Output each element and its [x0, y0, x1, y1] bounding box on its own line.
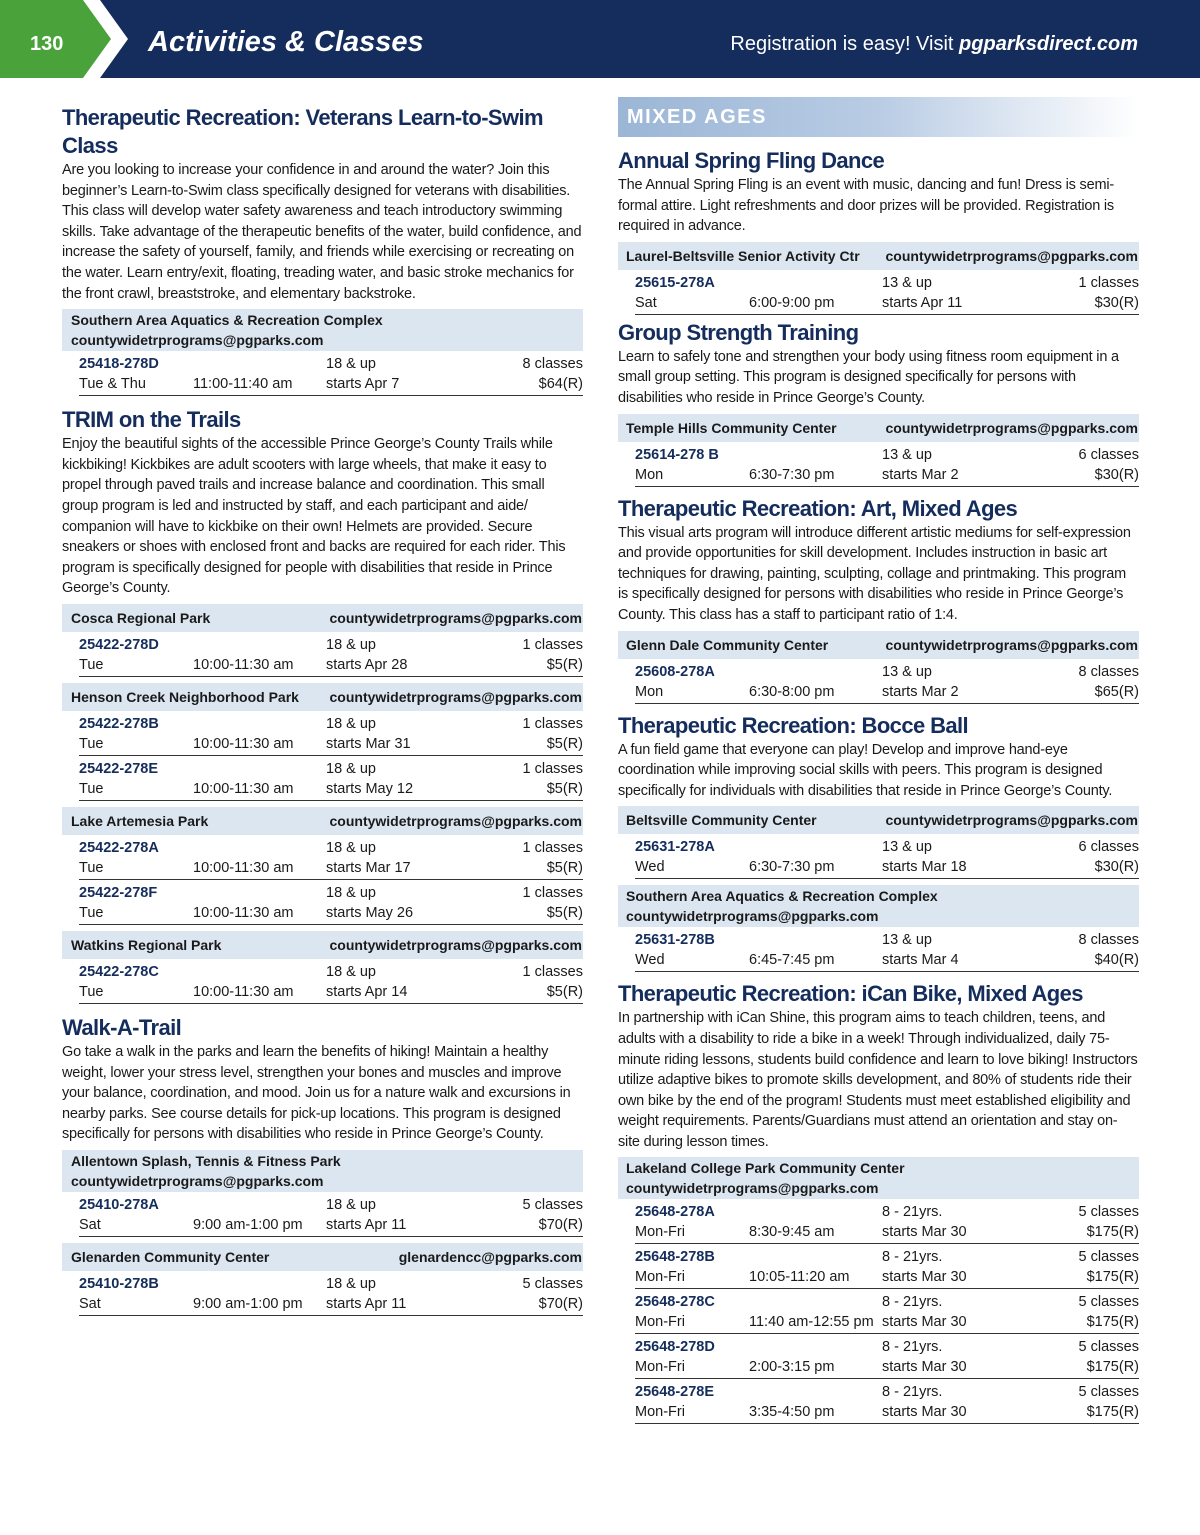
- class-listing[interactable]: 25422-278E 18 & up 1 classes Tue 10:00-11:30 am starts May 12 $5(R): [79, 756, 583, 801]
- program-title: Therapeutic Recreation: Art, Mixed Ages: [618, 495, 1018, 521]
- location-header: [62, 1150, 583, 1192]
- page-number: 130: [30, 33, 64, 55]
- class-listing[interactable]: 25648-278E 8 - 21yrs. 5 classes Mon-Fri 3:35-4:50 pm starts Mar 30 $175(R): [635, 1379, 1139, 1424]
- class-listing[interactable]: 25422-278D 18 & up 1 classes Tue 10:00-11:30 am starts Apr 28 $5(R): [79, 632, 583, 677]
- location-header: Cosca Regional Park countywidetrprograms@pgparks.com: [62, 604, 583, 632]
- class-listing[interactable]: 25608-278A 13 & up 8 classes Mon 6:30-8:00 pm starts Mar 2 $65(R): [635, 659, 1139, 704]
- class-listing[interactable]: 25422-278A 18 & up 1 classes Tue 10:00-11:30 am starts Mar 17 $5(R): [79, 835, 583, 880]
- location-header: Glenn Dale Community Center countywidetrprograms@pgparks.com: [618, 631, 1139, 659]
- section-title: Activities & Classes: [148, 26, 424, 58]
- class-listing[interactable]: 25422-278C 18 & up 1 classes Tue 10:00-11:30 am starts Apr 14 $5(R): [79, 959, 583, 1004]
- program-description: Enjoy the beautiful sights of the accessible Prince George’s County Trails while kickbiking! Kickbikes are adult scooters with large wheels, that make it easy to propel through paved trails and increase balance and coordination. This small group program is led and instructed by staff, and each participant and aide/ companion will have to kickbike on their own! Helmets are provided. Secure sneakers or shoes with enclosed front and backs are required for each rider. This program is specifically designed for people with disabilities that reside in Prince George’s County.: [62, 436, 566, 597]
- program-title: Therapeutic Recreation: iCan Bike, Mixed Ages: [618, 981, 1083, 1007]
- location-name: Southern Area Aquatics & Recreation Complex: [71, 312, 383, 329]
- program-description: Learn to safely tone and strengthen your body using fitness room equipment in a small group setting. This program is designed specifically for persons with disabilities who reside in Prince George’s County.: [618, 348, 1119, 406]
- location-header: Watkins Regional Park countywidetrprograms@pgparks.com: [62, 931, 583, 959]
- class-listing[interactable]: 25422-278F 18 & up 1 classes Tue 10:00-11:30 am starts May 26 $5(R): [79, 880, 583, 925]
- class-listing[interactable]: 25648-278A 8 - 21yrs. 5 classes Mon-Fri 8:30-9:45 am starts Mar 30 $175(R): [635, 1199, 1139, 1244]
- location-header: Lake Artemesia Park countywidetrprograms@pgparks.com: [62, 807, 583, 835]
- registration-note: Registration is easy! Visit pgparksdirect.com: [730, 33, 1138, 55]
- location-header: Laurel-Beltsville Senior Activity Ctr countywidetrprograms@pgparks.com: [618, 242, 1139, 270]
- class-listing[interactable]: 25410-278A 18 & up 5 classes Sat 9:00 am-1:00 pm starts Apr 11 $70(R): [79, 1192, 583, 1237]
- left-column: [62, 100, 583, 1316]
- program-title: Walk-A-Trail: [62, 1014, 182, 1040]
- program-title: Therapeutic Recreation: Bocce Ball: [618, 712, 969, 738]
- program-description: A fun field game that everyone can play! Develop and improve hand-eye coordination while improving social skills with peers. This program is designed specifically for individuals with disabilities that reside in Prince George’s County.: [618, 741, 1113, 799]
- location-email: countywidetrprograms@pgparks.com: [626, 1180, 879, 1197]
- class-listing[interactable]: 25648-278D 8 - 21yrs. 5 classes Mon-Fri 2:00-3:15 pm starts Mar 30 $175(R): [635, 1334, 1139, 1379]
- location-name: Southern Area Aquatics & Recreation Complex: [626, 888, 938, 905]
- website-link[interactable]: pgparksdirect.com: [959, 33, 1138, 55]
- class-listing[interactable]: 25418-278D 18 & up 8 classes Tue & Thu 11:00-11:40 am starts Apr 7 $64(R): [79, 351, 583, 396]
- location-header: Glenarden Community Center glenardencc@pgparks.com: [62, 1243, 583, 1271]
- location-header: [618, 1157, 1139, 1199]
- class-listing[interactable]: 25615-278A 13 & up 1 classes Sat 6:00-9:00 pm starts Apr 11 $30(R): [635, 270, 1139, 315]
- class-listing[interactable]: 25631-278A 13 & up 6 classes Wed 6:30-7:30 pm starts Mar 18 $30(R): [635, 834, 1139, 879]
- location-header: Henson Creek Neighborhood Park countywidetrprograms@pgparks.com: [62, 683, 583, 711]
- location-email: countywidetrprograms@pgparks.com: [71, 1172, 324, 1189]
- location-header: Temple Hills Community Center countywidetrprograms@pgparks.com: [618, 414, 1139, 442]
- location-email: countywidetrprograms@pgparks.com: [626, 908, 879, 925]
- location-header: [62, 309, 583, 351]
- program-title: Group Strength Training: [618, 319, 859, 345]
- program-description: This visual arts program will introduce different artistic mediums for self-expression and provide opportunities for skill development. Includes instruction in basic art techniques for drawing, painting, sculpting, collage and printmaking. This program is specifically designed for persons with disabilities who reside in Prince George’s County. This class has a staff to participant ratio of 1:4.: [618, 524, 1131, 623]
- class-listing[interactable]: 25631-278B 13 & up 8 classes Wed 6:45-7:45 pm starts Mar 4 $40(R): [635, 927, 1139, 972]
- location-email: countywidetrprograms@pgparks.com: [71, 332, 324, 349]
- program-description: Go take a walk in the parks and learn the benefits of hiking! Maintain a healthy weight, lower your stress level, strengthen your bones and muscles and improve your balance, coordination, and mood. Join us for a nature walk and excursions in nearby parks. See course details for pick-up locations. This program is designed specifically for persons with disabilities who reside in Prince George’s County.: [62, 1043, 571, 1143]
- location-header: Beltsville Community Center countywidetrprograms@pgparks.com: [618, 806, 1139, 834]
- location-header: [618, 885, 1139, 927]
- program-title: Therapeutic Recreation: Veterans Learn-to-Swim Class: [62, 105, 543, 158]
- class-listing[interactable]: 25648-278C 8 - 21yrs. 5 classes Mon-Fri 11:40 am-12:55 pm starts Mar 30 $175(R): [635, 1289, 1139, 1334]
- program-description: Are you looking to increase your confidence in and around the water? Join this beginner’s Learn-to-Swim class specifically designed for veterans with disabilities. This class will develop water safety awareness and teach introductory swimming skills. Take advantage of the therapeutic benefits of the water, build confidence, and increase the safety of yourself, family, and friends while exercising or recreating on the water. Learn entry/exit, floating, treading water, and basic stroke mechanics for the front crawl, breaststroke, and elementary backstroke.: [62, 162, 582, 302]
- class-listing[interactable]: 25614-278 B 13 & up 6 classes Mon 6:30-7:30 pm starts Mar 2 $30(R): [635, 442, 1139, 487]
- program-title: Annual Spring Fling Dance: [618, 148, 885, 173]
- location-name: Allentown Splash, Tennis & Fitness Park: [71, 1152, 341, 1169]
- class-listing[interactable]: 25422-278B 18 & up 1 classes Tue 10:00-11:30 am starts Mar 31 $5(R): [79, 711, 583, 756]
- page-header: [0, 0, 1200, 78]
- class-listing[interactable]: 25410-278B 18 & up 5 classes Sat 9:00 am-1:00 pm starts Apr 11 $70(R): [79, 1271, 583, 1316]
- mixed-ages-banner: MIXED AGES: [618, 97, 1139, 137]
- program-title: TRIM on the Trails: [62, 407, 241, 433]
- program-description: The Annual Spring Fling is an event with music, dancing and fun! Dress is semi-formal attire. Light refreshments and door prizes will be provided. Registration is required in advance.: [618, 177, 1114, 235]
- right-column: [618, 100, 1139, 1424]
- location-name: Lakeland College Park Community Center: [626, 1160, 905, 1177]
- class-listing[interactable]: 25648-278B 8 - 21yrs. 5 classes Mon-Fri 10:05-11:20 am starts Mar 30 $175(R): [635, 1244, 1139, 1289]
- program-description: In partnership with iCan Shine, this program aims to teach children, teens, and adults with a disability to ride a bike in a week! Through individualized, daily 75-minute riding lessons, students build confidence and learn to love biking! Instructors utilize adaptive bikes to promote skills development, and 80% of students ride their own bike by the end of the program! Students must meet established eligibility and weight requirements. Parents/Guardians must attend an orientation and stay on-site during lesson times.: [618, 1010, 1138, 1150]
- chevron-arrow-icon: [0, 0, 140, 78]
